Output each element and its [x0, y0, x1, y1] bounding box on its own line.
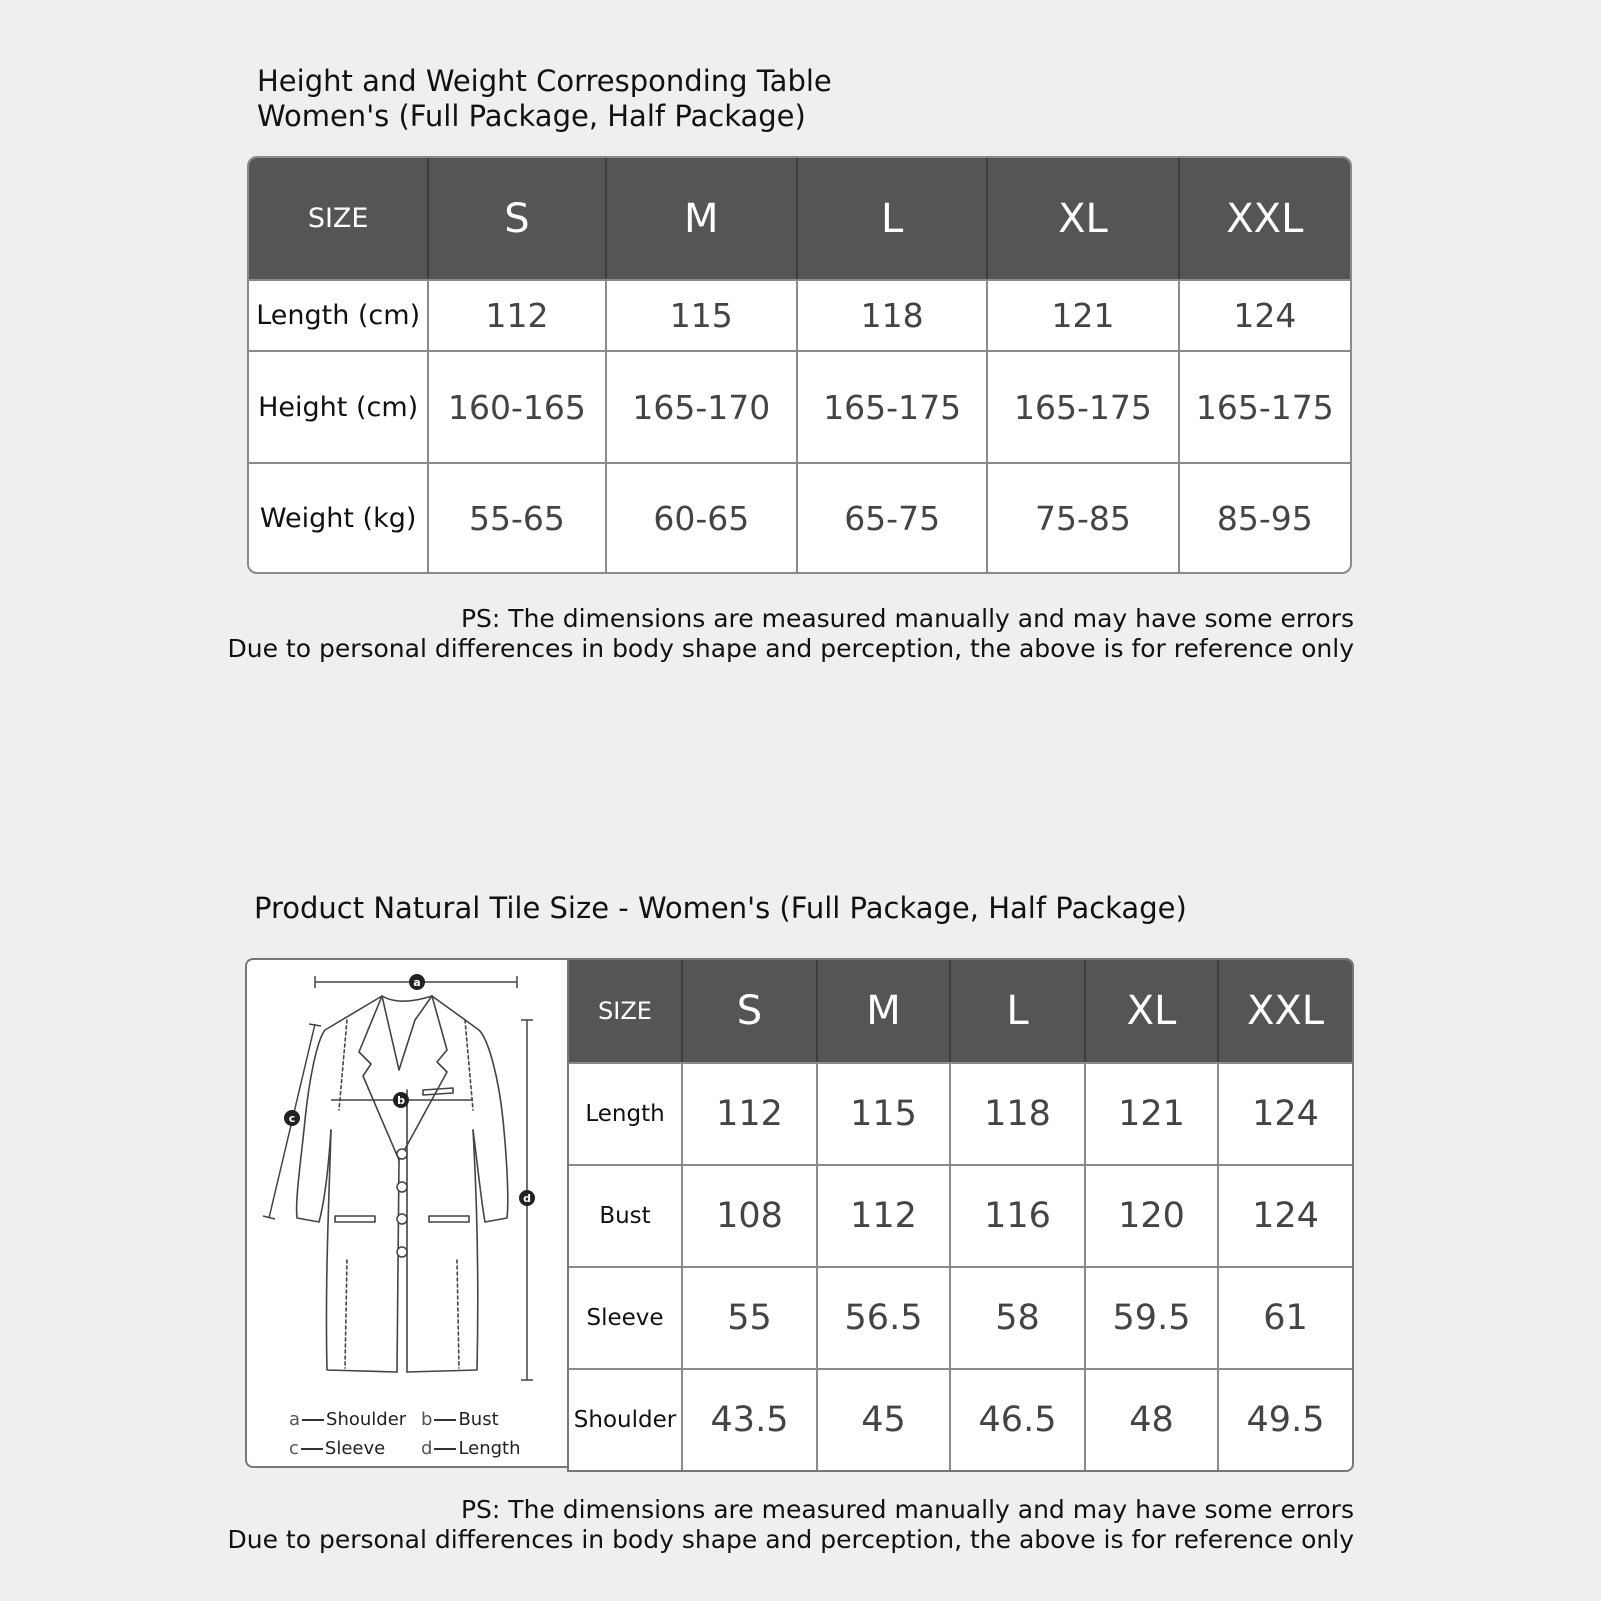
row-label: Sleeve: [569, 1266, 681, 1368]
note-line-2: Due to personal differences in body shape and perception, the above is for reference only: [227, 634, 1354, 663]
marker-b: b: [397, 1094, 405, 1107]
table-cell: 112: [681, 1062, 816, 1164]
measurement-note: [227, 604, 1354, 664]
note-line-1: PS: The dimensions are measured manually and may have some errors: [460, 1495, 1354, 1524]
table-row: [569, 1368, 1352, 1470]
height-weight-table: [247, 156, 1352, 574]
row-label: Weight (kg): [249, 462, 427, 572]
tile-size-table: [567, 958, 1354, 1472]
table-cell: 165-170: [605, 350, 796, 462]
title-line-2: Women's (Full Package, Half Package): [257, 99, 806, 133]
table-cell: 48: [1084, 1368, 1217, 1470]
table-cell: 65-75: [796, 462, 986, 572]
row-label: Length (cm): [249, 279, 427, 350]
size-header-m: M: [816, 960, 949, 1062]
table-cell: 58: [949, 1266, 1084, 1368]
table-cell: 124: [1217, 1062, 1352, 1164]
table-cell: 115: [816, 1062, 949, 1164]
row-label: Bust: [569, 1164, 681, 1266]
table-cell: 112: [816, 1164, 949, 1266]
table-cell: 115: [605, 279, 796, 350]
table-cell: 124: [1217, 1164, 1352, 1266]
note-line-2: Due to personal differences in body shape and perception, the above is for reference only: [227, 1525, 1354, 1554]
table-header-row: [569, 960, 1352, 1062]
coat-diagram: [245, 958, 567, 1468]
size-header-l: L: [949, 960, 1084, 1062]
table-cell: 112: [427, 279, 604, 350]
marker-d: d: [523, 1192, 531, 1205]
table-row: [569, 1062, 1352, 1164]
table-cell: 55: [681, 1266, 816, 1368]
table-cell: 75-85: [986, 462, 1177, 572]
size-header-xl: XL: [1084, 960, 1217, 1062]
table-row: [249, 350, 1350, 462]
legend-bust: [421, 1409, 499, 1430]
table-cell: 121: [1084, 1062, 1217, 1164]
legend-label: Bust: [458, 1409, 499, 1430]
table-cell: 120: [1084, 1164, 1217, 1266]
row-label: Height (cm): [249, 350, 427, 462]
size-header-m: M: [605, 158, 796, 279]
row-label: Length: [569, 1062, 681, 1164]
table-cell: 116: [949, 1164, 1084, 1266]
table-cell: 85-95: [1178, 462, 1350, 572]
legend-letter: a: [289, 1409, 301, 1430]
legend-shoulder: [289, 1409, 406, 1430]
measurement-note: [227, 1495, 1354, 1555]
table-cell: 60-65: [605, 462, 796, 572]
table-cell: 165-175: [796, 350, 986, 462]
legend-length: [421, 1438, 521, 1459]
title-line-1: Height and Weight Corresponding Table: [257, 64, 832, 98]
table-cell: 59.5: [1084, 1266, 1217, 1368]
legend-label: Length: [458, 1438, 521, 1459]
table-cell: 61: [1217, 1266, 1352, 1368]
size-header-xxl: XXL: [1178, 158, 1350, 279]
table-cell: 45: [816, 1368, 949, 1470]
legend-label: Shoulder: [326, 1409, 407, 1430]
table-row: [569, 1266, 1352, 1368]
legend-label: Sleeve: [324, 1438, 386, 1459]
table-cell: 118: [949, 1062, 1084, 1164]
table-cell: 43.5: [681, 1368, 816, 1470]
size-header: SIZE: [249, 158, 427, 279]
table-cell: 118: [796, 279, 986, 350]
size-header-xl: XL: [986, 158, 1177, 279]
row-label: Shoulder: [569, 1368, 681, 1470]
table-cell: 55-65: [427, 462, 604, 572]
table-row: [249, 279, 1350, 350]
table-header-row: [249, 158, 1350, 279]
table-cell: 165-175: [1178, 350, 1350, 462]
table-row: [569, 1164, 1352, 1266]
note-line-1: PS: The dimensions are measured manually and may have some errors: [460, 604, 1354, 633]
table-cell: 160-165: [427, 350, 604, 462]
table-cell: 124: [1178, 279, 1350, 350]
table-cell: 165-175: [986, 350, 1177, 462]
legend-letter: b: [421, 1409, 433, 1430]
size-header-l: L: [796, 158, 986, 279]
size-header-xxl: XXL: [1217, 960, 1352, 1062]
marker-a: a: [413, 976, 421, 989]
table-cell: 49.5: [1217, 1368, 1352, 1470]
size-header-s: S: [427, 158, 604, 279]
size-table-title: [257, 64, 832, 134]
table-row: [249, 462, 1350, 572]
legend-letter: d: [421, 1438, 433, 1459]
table-cell: 56.5: [816, 1266, 949, 1368]
size-header-s: S: [681, 960, 816, 1062]
size-header: SIZE: [569, 960, 681, 1062]
table-cell: 108: [681, 1164, 816, 1266]
table-cell: 46.5: [949, 1368, 1084, 1470]
coat-outline-illustration: [247, 960, 567, 1466]
marker-c: c: [288, 1112, 296, 1125]
legend-letter: c: [289, 1438, 299, 1459]
tile-size-title: Product Natural Tile Size - Women's (Full Package, Half Package): [254, 891, 1187, 925]
legend-sleeve: [289, 1438, 385, 1459]
table-cell: 121: [986, 279, 1177, 350]
